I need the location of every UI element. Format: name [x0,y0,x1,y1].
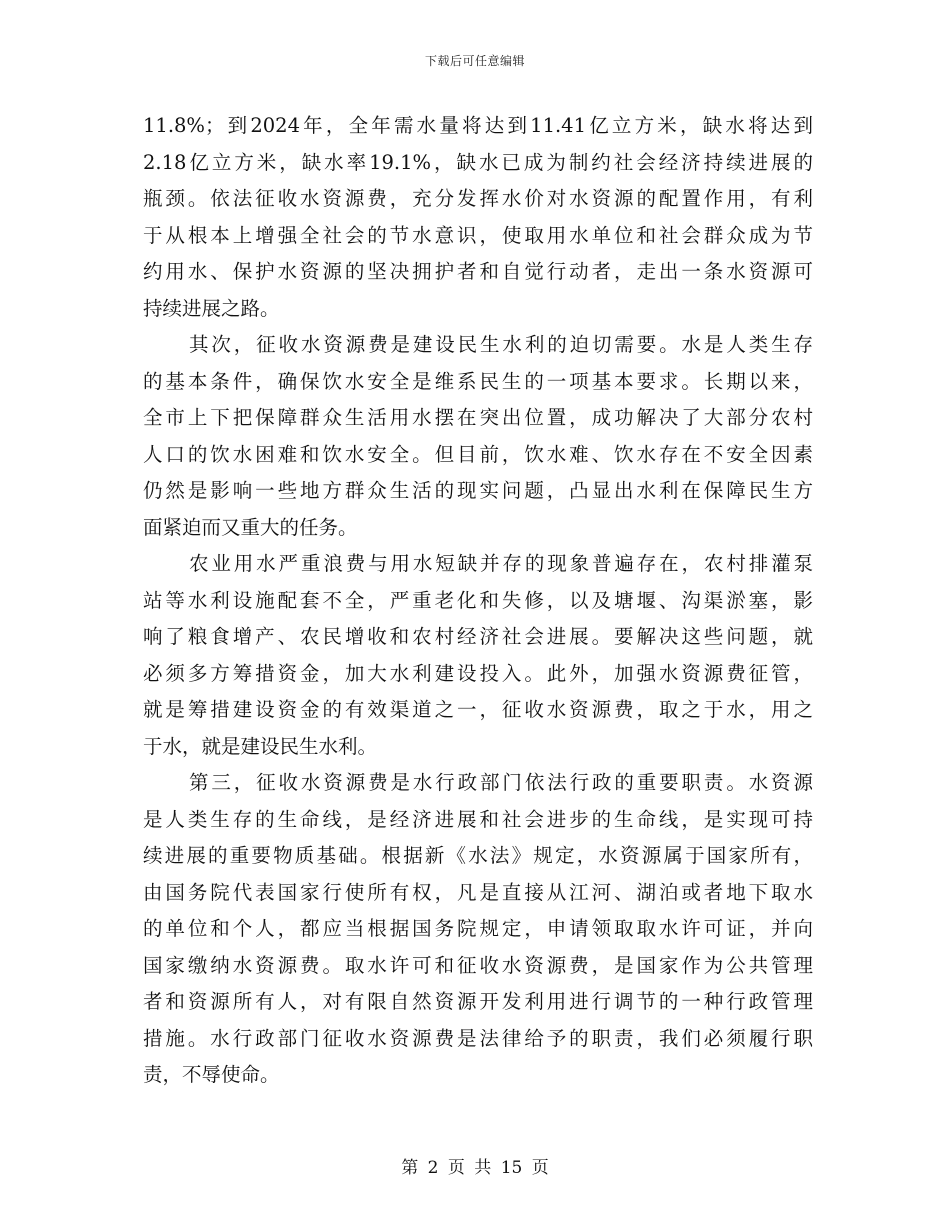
text-line: 者和资源所有人，对有限自然资源开发利用进行调节的一种行政管理 [143,990,813,1013]
text-line: 措施。水行政部门征收水资源费是法律给予的职责，我们必须履行职 [143,1026,813,1050]
text-line: 11.8%；到2024年，全年需水量将达到11.41亿立方米，缺水将达到 [143,114,813,137]
paragraph [143,765,813,1094]
text-line: 由国务院代表国家行使所有权，凡是直接从江河、湖泊或者地下取水 [143,880,813,904]
text-line: 于从根本上增强全社会的节水意识，使取用水单位和社会群众成为节 [143,223,813,247]
text-line: 瓶颈。依法征收水资源费，充分发挥水价对水资源的配置作用，有利 [143,187,813,210]
document-body [143,108,813,1094]
text-line: 人口的饮水困难和饮水安全。但目前，饮水难、饮水存在不安全因素 [143,442,813,466]
text-line: 责，不辱使命。 [143,1063,280,1086]
text-line: 第三，征收水资源费是水行政部门依法行政的重要职责。水资源 [189,771,813,794]
paragraph [143,327,813,546]
text-line: 面紧迫而又重大的任务。 [143,515,358,539]
text-line: 站等水利设施配套不全，严重老化和失修，以及塘堰、沟渠淤塞，影 [143,588,813,612]
text-line: 是人类生存的生命线，是经济进展和社会进步的生命线，是实现可持 [143,807,813,831]
text-line: 持续进展之路。 [143,296,280,320]
paragraph [143,546,813,765]
paragraph [143,108,813,327]
page-header: 下载后可任意编辑 [424,54,525,68]
text-line: 的基本条件，确保饮水安全是维系民生的一项基本要求。长期以来， [143,369,813,393]
text-line: 仍然是影响一些地方群众生活的现实问题，凸显出水利在保障民生方 [143,479,813,502]
text-line: 的单位和个人，都应当根据国务院规定，申请领取取水许可证，并向 [143,917,813,940]
page-number-footer: 第 2 页 共 15 页 [401,1158,549,1178]
text-line: 约用水、保护水资源的坚决拥护者和自觉行动者，走出一条水资源可 [143,260,813,283]
text-line: 全市上下把保障群众生活用水摆在突出位置，成功解决了大部分农村 [143,406,813,429]
text-line: 2.18亿立方米，缺水率19.1%，缺水已成为制约社会经济持续进展的 [143,150,813,174]
text-line: 响了粮食增产、农民增收和农村经济社会进展。要解决这些问题，就 [143,625,813,648]
text-line: 续进展的重要物质基础。根据新《水法》规定，水资源属于国家所有， [143,844,813,867]
text-line: 农业用水严重浪费与用水短缺并存的现象普遍存在，农村排灌泵 [189,552,813,575]
text-line: 必须多方筹措资金，加大水利建设投入。此外，加强水资源费征管， [143,661,813,685]
text-line: 于水，就是建设民生水利。 [143,734,378,758]
text-line: 其次，征收水资源费是建设民生水利的迫切需要。水是人类生存 [189,333,813,356]
text-line: 国家缴纳水资源费。取水许可和征收水资源费，是国家作为公共管理 [143,953,813,977]
text-line: 就是筹措建设资金的有效渠道之一，征收水资源费，取之于水，用之 [143,698,813,721]
